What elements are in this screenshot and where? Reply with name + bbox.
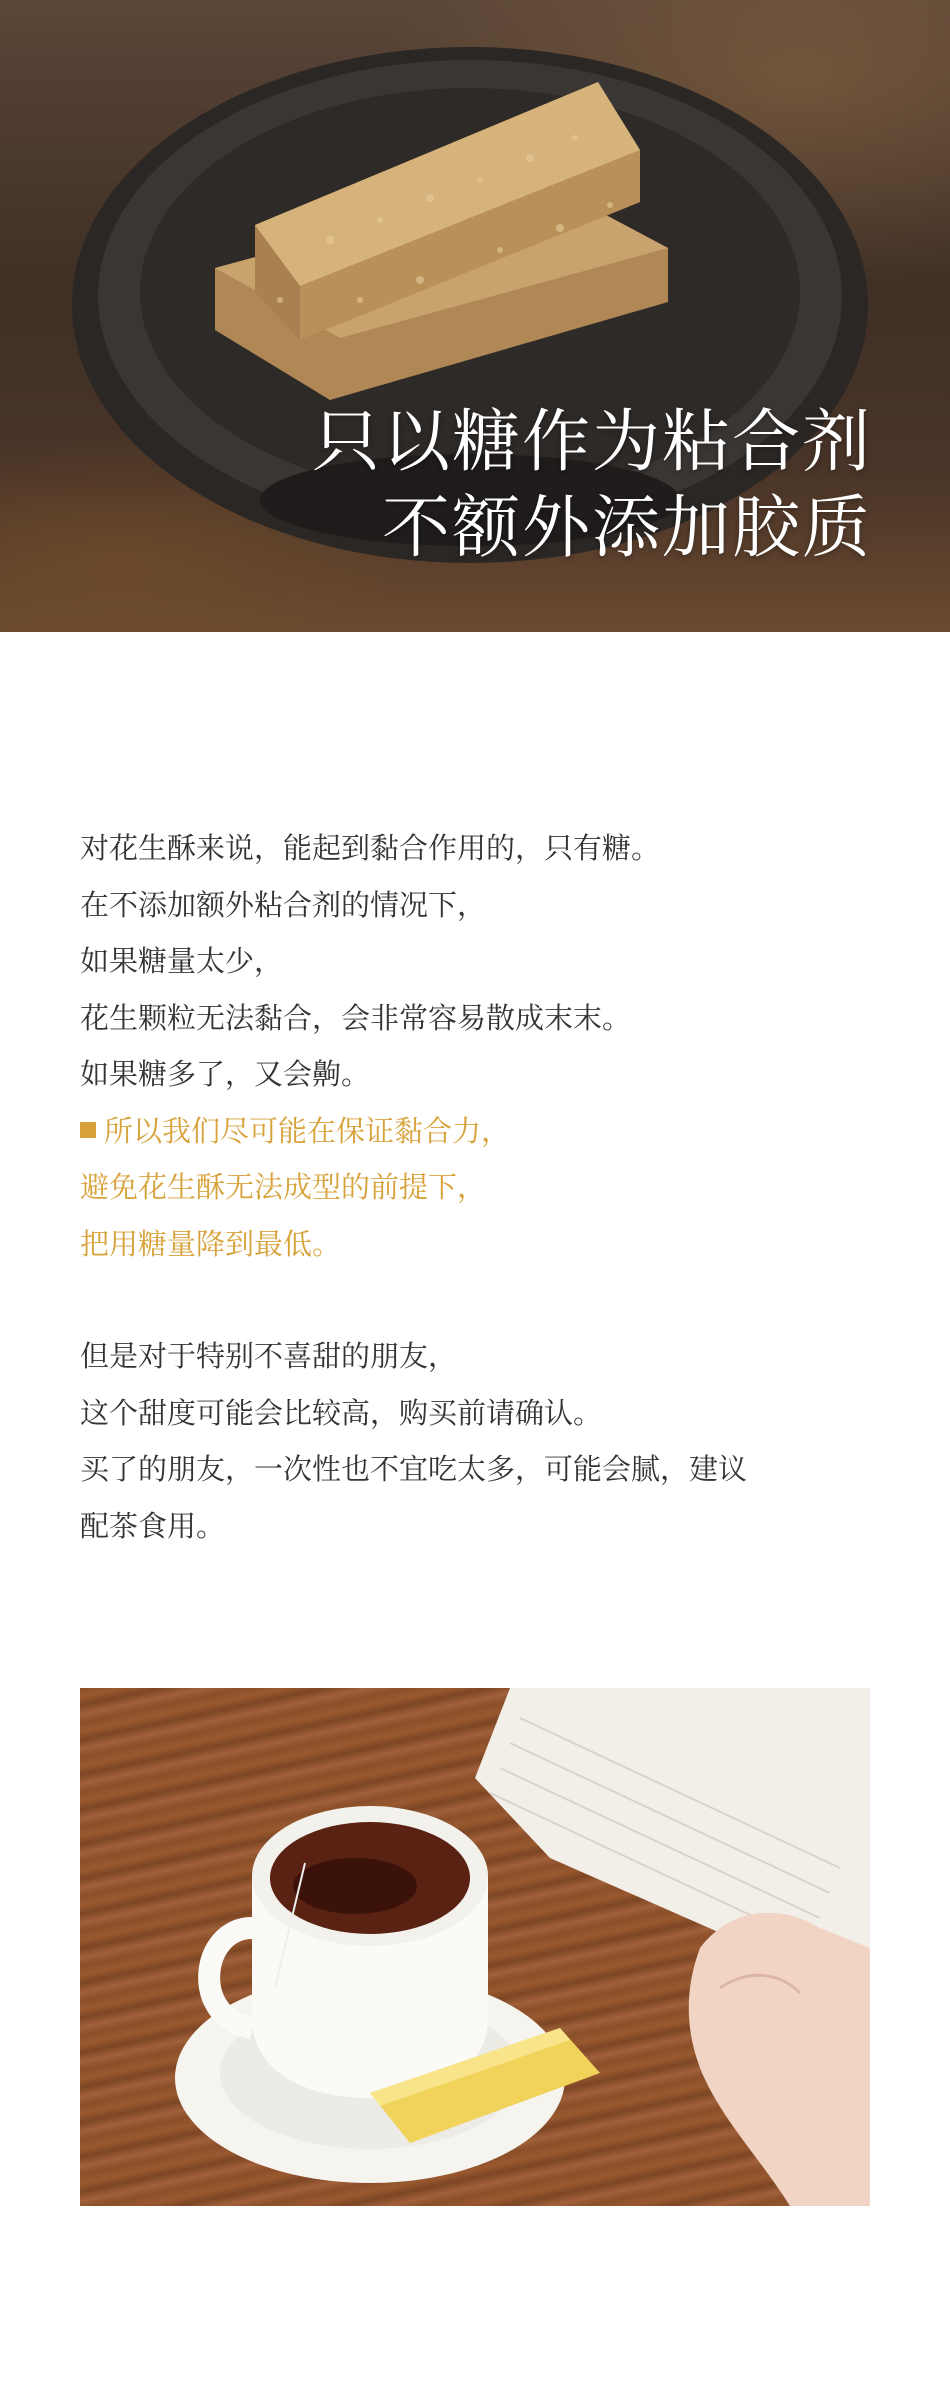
- hero-title-line-1: 只以糖作为粘合剂: [311, 403, 872, 482]
- highlight-line: [80, 1103, 880, 1160]
- highlight-text: 所以我们尽可能在保证黏合力，: [104, 1113, 511, 1148]
- text-line: 在不添加额外粘合剂的情况下，: [80, 887, 487, 922]
- tea-and-book-illustration: [80, 1688, 870, 2206]
- text-line: 配茶食用。: [80, 1508, 226, 1543]
- paragraph-gap: [80, 1272, 880, 1328]
- text-line: 如果糖量太少，: [80, 944, 284, 978]
- highlight-line: 把用糖量降到最低。: [80, 1226, 342, 1261]
- text-line: 花生颗粒无法黏合，会非常容易散成末末。: [80, 1000, 632, 1035]
- text-line: 买了的朋友，一次性也不宜吃太多，可能会腻，建议: [80, 1452, 748, 1486]
- hero-banner: [0, 0, 950, 632]
- text-line: 如果糖多了，又会齁。: [80, 1057, 371, 1091]
- hero-title: [312, 400, 872, 572]
- text-line: 这个甜度可能会比较高，购买前请确认。: [80, 1395, 603, 1430]
- highlight-line: 避免花生酥无法成型的前提下，: [80, 1170, 487, 1204]
- description-text: [80, 820, 880, 1554]
- text-line: 但是对于特别不喜甜的朋友，: [80, 1339, 458, 1373]
- text-line: 对花生酥来说，能起到黏合作用的，只有糖。: [80, 831, 661, 865]
- hero-title-line-2: 不额外添加胶质: [381, 489, 872, 568]
- tea-photo: [80, 1688, 870, 2206]
- square-bullet-icon: [80, 1122, 96, 1138]
